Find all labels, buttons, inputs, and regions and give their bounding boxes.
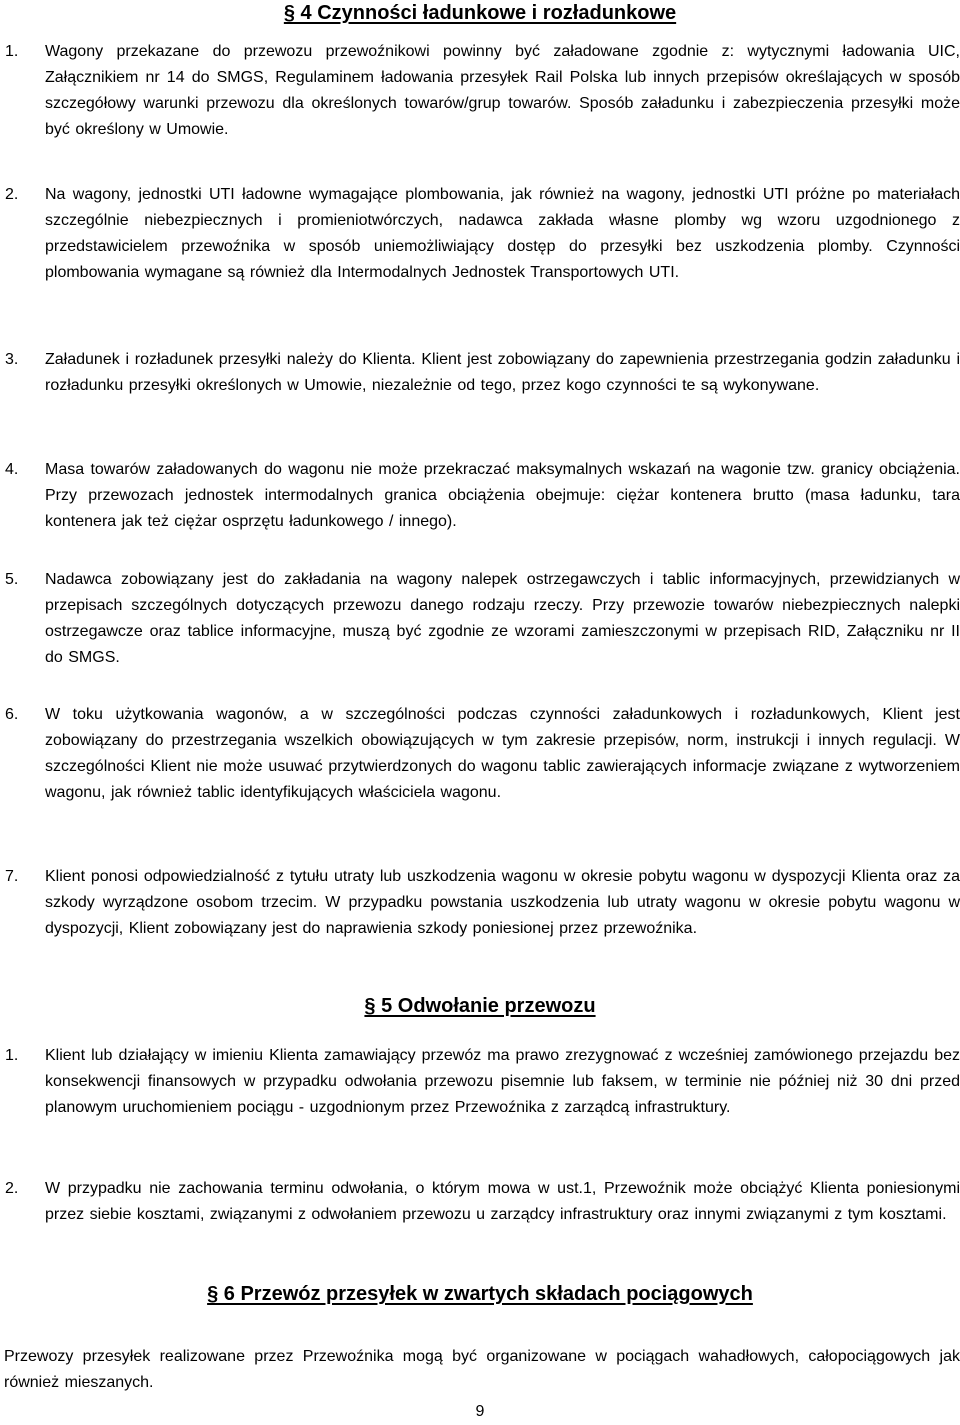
- item-number: 1.: [5, 1047, 19, 1064]
- item-text: Wagony przekazane do przewozu przewoźnikowi powinny być załadowane zgodnie z: wytycznymi ładowania UIC, Załącznikiem nr 14 do SMGS, Regulaminem ładowania przesyłek Rail Polska lub innych przepisów określających w sposób szczegółowy warunki przewozu dla określonych towarów/grup towarów. Sposób załadunku i zabezpieczenia przesyłki może być określony w Umowie.: [45, 43, 960, 138]
- item-number: 2.: [5, 1180, 19, 1197]
- item-text: W toku użytkowania wagonów, a w szczególności podczas czynności załadunkowych i rozładunkowych, Klient jest zobowiązany do przestrzegania wszelkich obowiązujących w tym zakresie przepisów, norm, instrukcji i innych regulacji. W szczególności Klient nie może usuwać przytwierdzonych do wagonu tablic zawierających informacje związane z wytworzeniem wagonu, jak również tablic identyfikujących właściciela wagonu.: [45, 706, 960, 801]
- section-4-item-6: [0, 702, 960, 806]
- item-text: Na wagony, jednostki UTI ładowne wymagające plombowania, jak również na wagony, jednostki UTI próżne po materiałach szczególnie niebezpiecznych i promieniotwórczych, nadawca zakłada własne plomby wg wzoru uzgodnionego z przedstawicielem przewoźnika w sposób uniemożliwiający dostęp do przesyłki bez uszkodzenia plomby. Czynności plombowania wymagane są również dla Intermodalnych Jednostek Transportowych UTI.: [45, 186, 960, 281]
- item-text: W przypadku nie zachowania terminu odwołania, o którym mowa w ust.1, Przewoźnik może obciążyć Klienta poniesionymi przez siebie kosztami, związanymi z odwołaniem przewozu u zarządcy infrastruktury oraz innymi związanymi z tym kosztami.: [45, 1180, 960, 1223]
- section-5-heading: [0, 993, 960, 1019]
- page-number: 9: [475, 1403, 485, 1420]
- section-4-item-2: [0, 182, 960, 286]
- item-number: 6.: [5, 706, 19, 723]
- item-number: 5.: [5, 571, 19, 588]
- item-text: Masa towarów załadowanych do wagonu nie może przekraczać maksymalnych wskazań na wagonie tzw. granicy obciążenia. Przy przewozach jednostek intermodalnych granica obciążenia obejmuje: ciężar kontenera brutto (masa ładunku, tara kontenera jak też ciężar osprzętu ładunkowego / innego).: [45, 461, 960, 530]
- section-4-heading: [0, 0, 960, 26]
- section-5-item-1: [0, 1043, 960, 1121]
- section-4-item-4: [0, 457, 960, 535]
- section-4-heading-text: § 4 Czynności ładunkowe i rozładunkowe: [283, 2, 677, 24]
- item-number: 2.: [5, 186, 19, 203]
- section-5-heading-text: § 5 Odwołanie przewozu: [364, 995, 596, 1017]
- item-number: 1.: [5, 43, 19, 60]
- section-4-item-5: [0, 567, 960, 671]
- item-text: Załadunek i rozładunek przesyłki należy do Klienta. Klient jest zobowiązany do zapewnienia przestrzegania godzin załadunku i rozładunku przesyłki określonych w Umowie, niezależnie od tego, przez kogo czynności te są wykonywane.: [45, 351, 960, 394]
- item-number: 3.: [5, 351, 19, 368]
- section-6-heading-text: § 6 Przewóz przesyłek w zwartych składach pociągowych: [207, 1283, 753, 1305]
- section-6-paragraph: Przewozy przesyłek realizowane przez Przewoźnika mogą być organizowane w pociągach wahadłowych, całopociągowych jak również mieszanych.: [4, 1348, 960, 1391]
- section-5-item-2: [0, 1176, 960, 1228]
- item-text: Nadawca zobowiązany jest do zakładania na wagony nalepek ostrzegawczych i tablic informacyjnych, przewidzianych w przepisach szczególnych dotyczących przewozu danego rodzaju rzeczy. Przy przewozie towarów niebezpiecznych nalepki ostrzegawcze oraz tablice informacyjne, muszą być zgodnie ze wzorami zamieszczonymi w przepisach RID, Załączniku nr II do SMGS.: [45, 571, 960, 666]
- section-4-item-3: [0, 347, 960, 399]
- section-6-heading: [0, 1281, 960, 1307]
- item-text: Klient ponosi odpowiedzialność z tytułu utraty lub uszkodzenia wagonu w okresie pobytu wagonu w dyspozycji Klienta oraz za szkody wyrządzone osobom trzecim. W przypadku powstania uszkodzenia lub utraty wagonu w okresie pobytu wagonu w dyspozycji, Klient zobowiązany jest do naprawienia szkody poniesionej przez przewoźnika.: [45, 868, 960, 937]
- item-text: Klient lub działający w imieniu Klienta zamawiający przewóz ma prawo zrezygnować z wcześniej zamówionego przejazdu bez konsekwencji finansowych w przypadku odwołania przewozu pisemnie lub faksem, w terminie nie później niż 30 dni przed planowym uruchomieniem pociągu - uzgodnionym przez Przewoźnika z zarządcą infrastruktury.: [45, 1047, 960, 1116]
- section-4-item-7: [0, 864, 960, 942]
- item-number: 7.: [5, 868, 19, 885]
- item-number: 4.: [5, 461, 19, 478]
- section-4-item-1: [0, 39, 960, 143]
